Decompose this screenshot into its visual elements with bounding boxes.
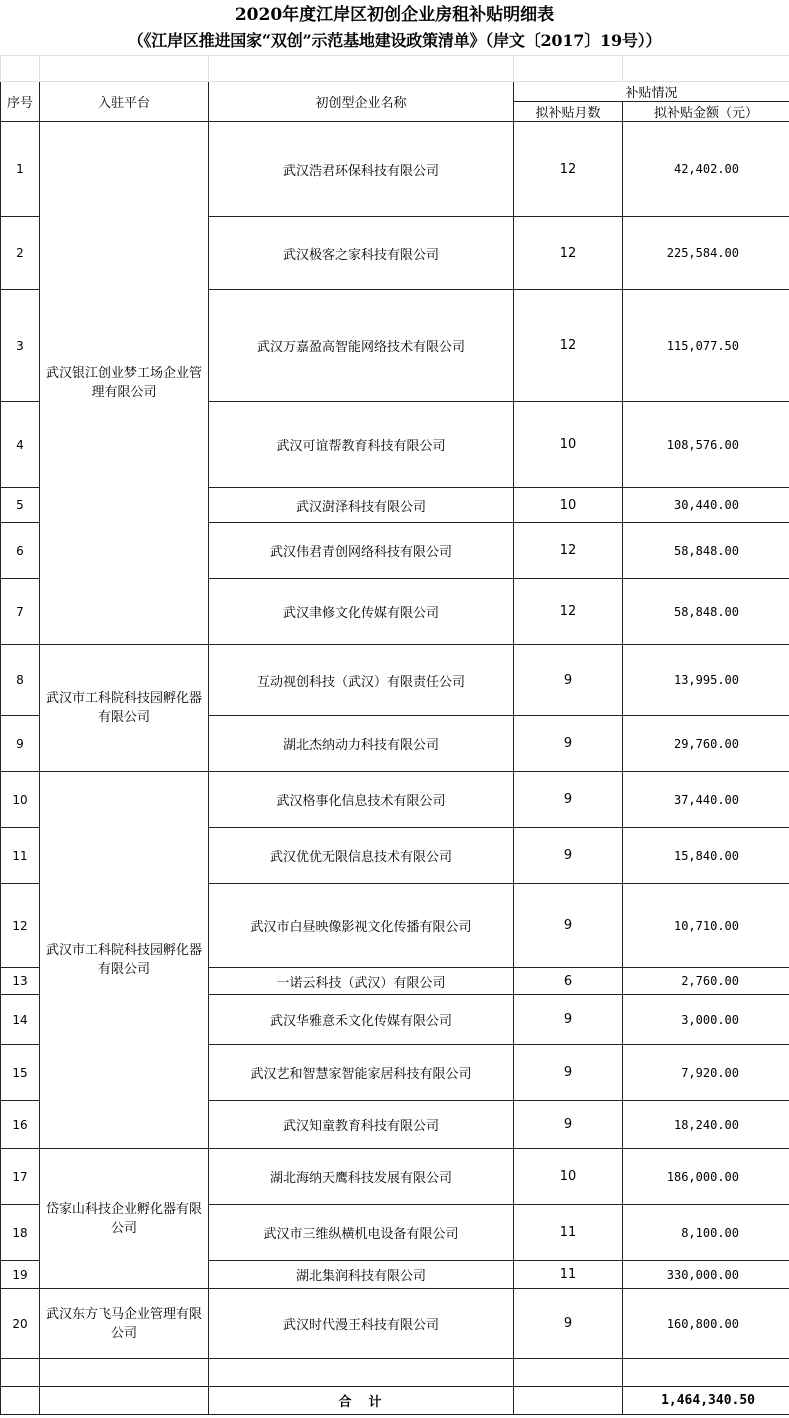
subsidy-amount: 58,848.00 [623,579,789,645]
row-index: 10 [1,772,40,828]
company-name: 武汉时代漫王科技有限公司 [209,1289,514,1359]
row-index: 9 [1,716,40,772]
company-name: 武汉澍泽科技有限公司 [209,488,514,523]
subsidy-months: 10 [514,488,623,523]
subsidy-amount: 225,584.00 [623,217,789,290]
row-index: 11 [1,828,40,884]
header-months: 拟补贴月数 [514,102,623,122]
subsidy-amount: 2,760.00 [623,968,789,995]
subsidy-months: 9 [514,1045,623,1101]
header-row-1 [1,82,789,102]
total-amount: 1,464,340.50 [623,1387,789,1415]
table-row [1,772,789,828]
subsidy-amount: 42,402.00 [623,122,789,217]
company-name: 湖北杰纳动力科技有限公司 [209,716,514,772]
subsidy-amount: 160,800.00 [623,1289,789,1359]
row-index: 20 [1,1289,40,1359]
company-name: 武汉伟君青创网络科技有限公司 [209,523,514,579]
table-row [1,1289,789,1359]
company-name: 一诺云科技（武汉）有限公司 [209,968,514,995]
subsidy-amount: 37,440.00 [623,772,789,828]
row-index: 12 [1,884,40,968]
subsidy-amount: 29,760.00 [623,716,789,772]
platform-cell: 岱家山科技企业孵化器有限公司 [40,1149,209,1289]
platform-cell: 武汉银江创业梦工场企业管理有限公司 [40,122,209,645]
subsidy-months: 9 [514,645,623,716]
subsidy-months: 9 [514,884,623,968]
row-index: 1 [1,122,40,217]
subsidy-months: 9 [514,828,623,884]
subsidy-amount: 10,710.00 [623,884,789,968]
subsidy-months: 9 [514,1289,623,1359]
subsidy-amount: 115,077.50 [623,290,789,402]
subsidy-months: 11 [514,1261,623,1289]
subsidy-amount: 3,000.00 [623,995,789,1045]
subsidy-amount: 58,848.00 [623,523,789,579]
subsidy-amount: 186,000.00 [623,1149,789,1205]
subsidy-amount: 15,840.00 [623,828,789,884]
platform-cell: 武汉东方飞马企业管理有限公司 [40,1289,209,1359]
row-index: 18 [1,1205,40,1261]
subsidy-months: 12 [514,217,623,290]
total-row [1,1387,789,1415]
table-row [1,122,789,217]
header-company: 初创型企业名称 [209,82,514,122]
company-name: 湖北集润科技有限公司 [209,1261,514,1289]
document-subtitle: （《江岸区推进国家“双创”示范基地建设政策清单》（岸文〔2017〕19号）） [127,31,662,50]
subsidy-months: 12 [514,579,623,645]
table-row [1,645,789,716]
row-index: 6 [1,523,40,579]
subsidy-months: 10 [514,1149,623,1205]
company-name: 武汉艺和智慧家智能家居科技有限公司 [209,1045,514,1101]
company-name: 武汉优优无限信息技术有限公司 [209,828,514,884]
row-index: 13 [1,968,40,995]
blank-row [1,56,789,82]
header-amount: 拟补贴金额（元） [623,102,789,122]
subsidy-months: 11 [514,1205,623,1261]
row-index: 16 [1,1101,40,1149]
row-index: 19 [1,1261,40,1289]
subsidy-amount: 13,995.00 [623,645,789,716]
subsidy-months: 9 [514,1101,623,1149]
subsidy-amount: 7,920.00 [623,1045,789,1101]
subsidy-amount: 330,000.00 [623,1261,789,1289]
platform-cell: 武汉市工科院科技园孵化器有限公司 [40,645,209,772]
subsidy-amount: 30,440.00 [623,488,789,523]
row-index: 15 [1,1045,40,1101]
subsidy-months: 9 [514,772,623,828]
row-index: 2 [1,217,40,290]
company-name: 武汉聿修文化传媒有限公司 [209,579,514,645]
company-name: 武汉华雅意禾文化传媒有限公司 [209,995,514,1045]
company-name: 武汉万嘉盈高智能网络技术有限公司 [209,290,514,402]
subsidy-months: 12 [514,122,623,217]
platform-cell: 武汉市工科院科技园孵化器有限公司 [40,772,209,1149]
subsidy-table [0,55,789,1415]
header-subsidy: 补贴情况 [514,82,789,102]
company-name: 互动视创科技（武汉）有限责任公司 [209,645,514,716]
total-label: 合 计 [209,1387,514,1415]
row-index: 17 [1,1149,40,1205]
company-name: 武汉格事化信息技术有限公司 [209,772,514,828]
empty-row [1,1359,789,1387]
company-name: 湖北海纳天鹰科技发展有限公司 [209,1149,514,1205]
company-name: 武汉市白昼映像影视文化传播有限公司 [209,884,514,968]
table-row [1,1149,789,1205]
subsidy-months: 9 [514,716,623,772]
company-name: 武汉市三维纵横机电设备有限公司 [209,1205,514,1261]
row-index: 3 [1,290,40,402]
company-name: 武汉浩君环保科技有限公司 [209,122,514,217]
subsidy-amount: 8,100.00 [623,1205,789,1261]
company-name: 武汉可谊帮教育科技有限公司 [209,402,514,488]
row-index: 7 [1,579,40,645]
subsidy-months: 12 [514,523,623,579]
subsidy-months: 9 [514,995,623,1045]
subsidy-months: 6 [514,968,623,995]
header-platform: 入驻平台 [40,82,209,122]
row-index: 14 [1,995,40,1045]
subsidy-months: 12 [514,290,623,402]
subsidy-amount: 18,240.00 [623,1101,789,1149]
company-name: 武汉知童教育科技有限公司 [209,1101,514,1149]
document-title: 2020年度江岸区初创企业房租补贴明细表 [234,5,555,25]
row-index: 5 [1,488,40,523]
subsidy-months: 10 [514,402,623,488]
row-index: 4 [1,402,40,488]
subsidy-amount: 108,576.00 [623,402,789,488]
row-index: 8 [1,645,40,716]
company-name: 武汉极客之家科技有限公司 [209,217,514,290]
header-index: 序号 [1,82,40,122]
